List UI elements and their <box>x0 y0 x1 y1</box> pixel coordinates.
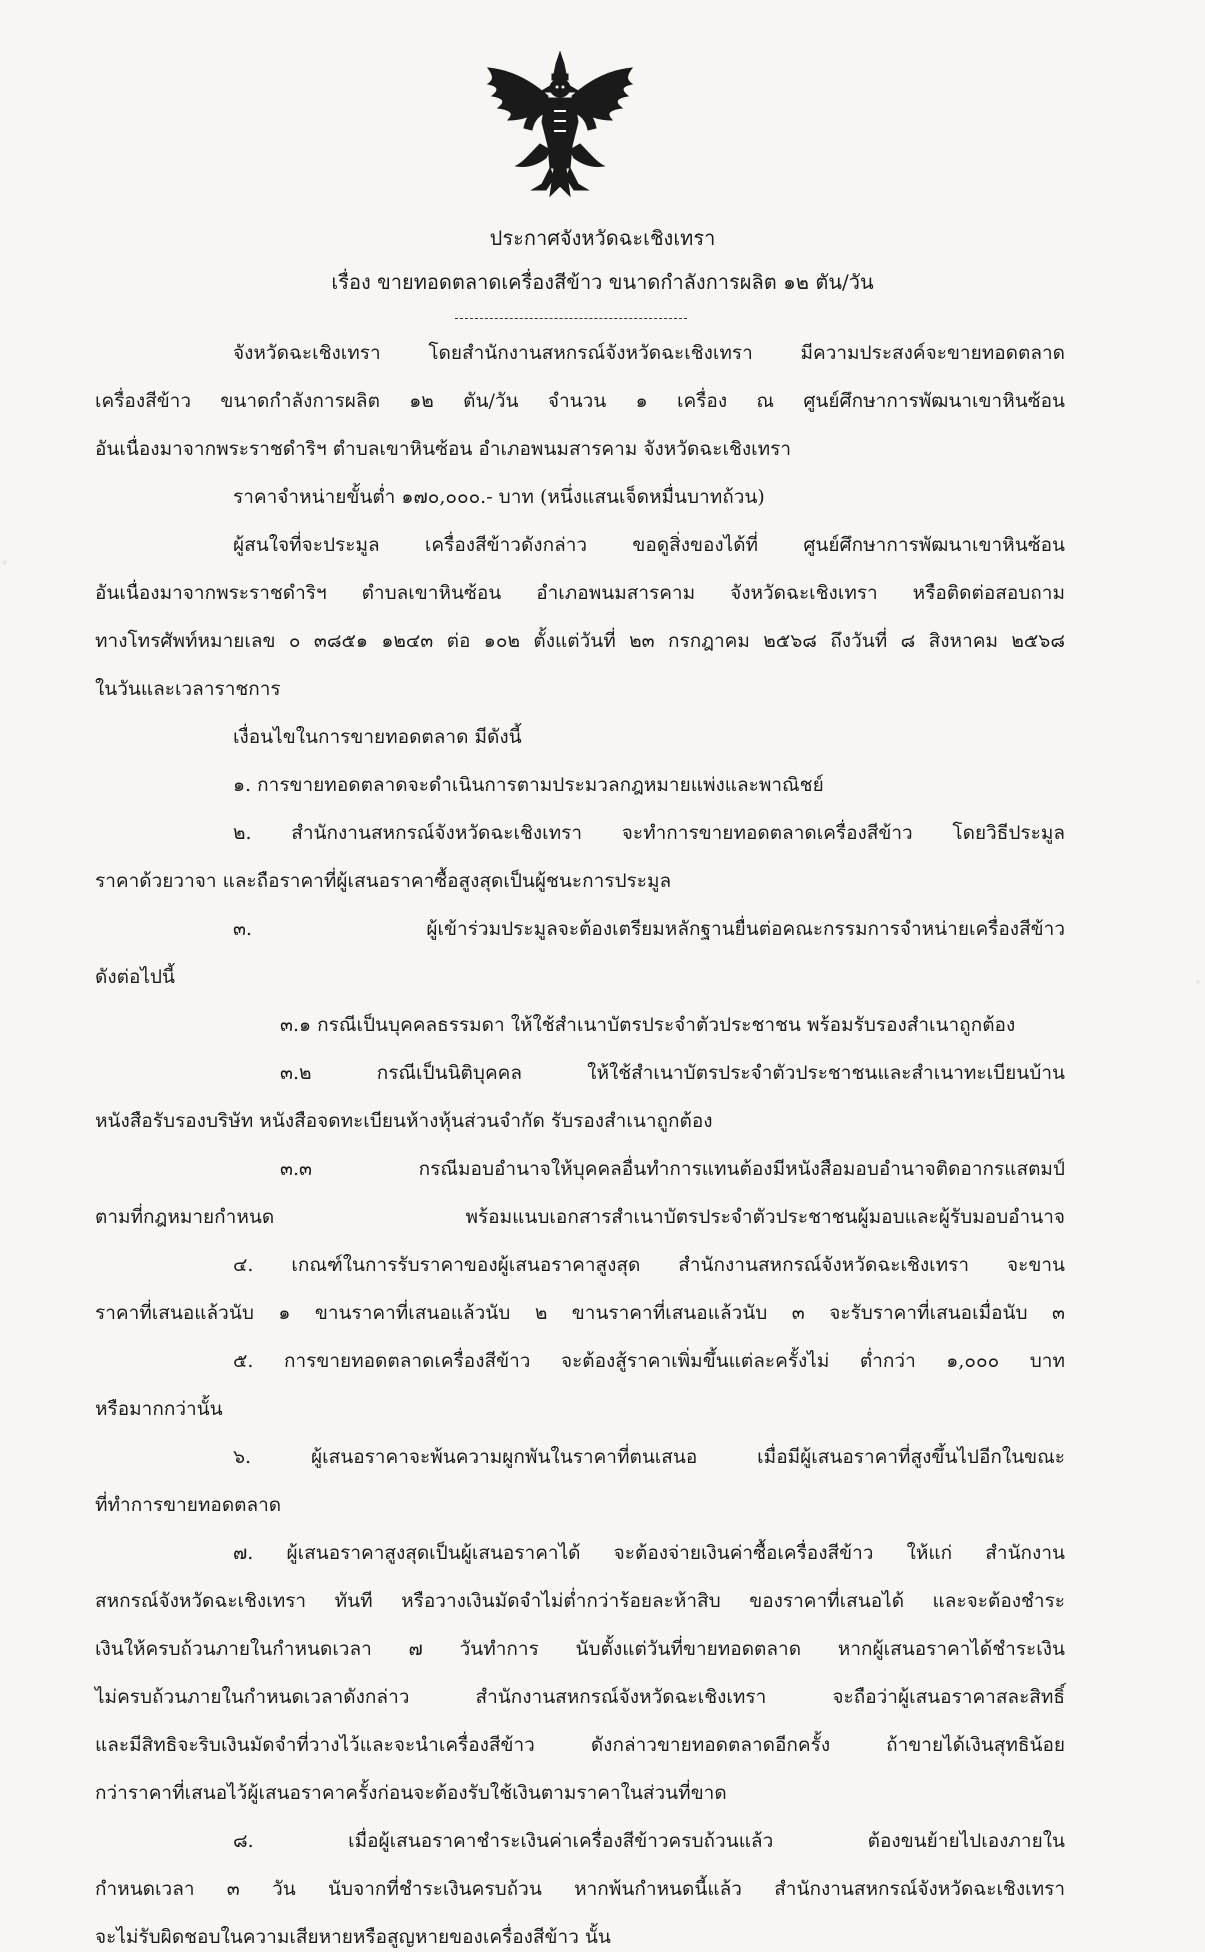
condition-3-1: ๓.๑ กรณีเป็นบุคคลธรรมดา ให้ใช้สำเนาบัตรประจำตัวประชาชน พร้อมรับรองสำเนาถูกต้อง <box>280 1014 1016 1036</box>
condition-4: ๔. เกณฑ์ในการรับราคาของผู้เสนอราคาสูงสุด สำนักงานสหกรณ์จังหวัดฉะเชิงเทรา จะขาน <box>233 1254 1065 1276</box>
condition-4-cont: ราคาที่เสนอแล้วนับ ๑ ขานราคาที่เสนอแล้วนับ ๒ ขานราคาที่เสนอแล้วนับ ๓ จะรับราคาที่เสนอเมื่อนับ ๓ <box>95 1302 1065 1324</box>
condition-7-cont: สหกรณ์จังหวัดฉะเชิงเทรา ทันที หรือวางเงินมัดจำไม่ต่ำกว่าร้อยละห้าสิบ ของราคาที่เสนอได้ และจะต้องชำระ <box>95 1590 1065 1612</box>
condition-8: ๘. เมื่อผู้เสนอราคาชำระเงินค่าเครื่องสีข้าวครบถ้วนแล้ว ต้องขนย้ายไปเองภายใน <box>233 1830 1065 1852</box>
condition-2-cont: ราคาด้วยวาจา และถือราคาที่ผู้เสนอราคาซื้อสูงสุดเป็นผู้ชนะการประมูล <box>95 870 672 892</box>
condition-8-cont: จะไม่รับผิดชอบในความเสียหายหรือสูญหายของเครื่องสีข้าว นั้น <box>95 1926 611 1948</box>
scan-speck <box>1196 980 1200 984</box>
condition-5: ๕. การขายทอดตลาดเครื่องสีข้าว จะต้องสู้ราคาเพิ่มขึ้นแต่ละครั้งไม่ ต่ำกว่า ๑,๐๐๐ บาท <box>233 1350 1065 1372</box>
paragraph-line: อันเนื่องมาจากพระราชดำริฯ ตำบลเขาหินซ้อน อำเภอพนมสารคาม จังหวัดฉะเชิงเทรา หรือติดต่อสอบถาม <box>95 582 1065 604</box>
garuda-emblem-icon <box>480 50 640 200</box>
condition-3-3-cont: ตามที่กฎหมายกำหนด พร้อมแนบเอกสารสำเนาบัตรประจำตัวประชาชนผู้มอบและผู้รับมอบอำนาจ <box>95 1206 1065 1228</box>
condition-3-cont: ดังต่อไปนี้ <box>95 966 175 988</box>
condition-6: ๖. ผู้เสนอราคาจะพ้นความผูกพันในราคาที่ตนเสนอ เมื่อมีผู้เสนอราคาที่สูงขึ้นไปอีกในขณะ <box>233 1446 1065 1468</box>
condition-3: ๓. ผู้เข้าร่วมประมูลจะต้องเตรียมหลักฐานยื่นต่อคณะกรรมการจำหน่ายเครื่องสีข้าว <box>233 918 1065 940</box>
announcement-title: ประกาศจังหวัดฉะเชิงเทรา <box>489 226 716 250</box>
condition-7: ๗. ผู้เสนอราคาสูงสุดเป็นผู้เสนอราคาได้ จะต้องจ่ายเงินค่าซื้อเครื่องสีข้าว ให้แก่ สำนักงาน <box>233 1542 1065 1564</box>
paragraph-line: จังหวัดฉะเชิงเทรา โดยสำนักงานสหกรณ์จังหวัดฉะเชิงเทรา มีความประสงค์จะขายทอดตลาด <box>233 342 1065 364</box>
paragraph-line: เครื่องสีข้าว ขนาดกำลังการผลิต ๑๒ ตัน/วัน จำนวน ๑ เครื่อง ณ ศูนย์ศึกษาการพัฒนาเขาหินซ้อน <box>95 390 1065 412</box>
condition-7-cont: กว่าราคาที่เสนอไว้ผู้เสนอราคาครั้งก่อนจะต้องรับใช้เงินตามราคาในส่วนที่ขาด <box>95 1782 727 1804</box>
condition-6-cont: ที่ทำการขายทอดตลาด <box>95 1494 282 1516</box>
condition-2: ๒. สำนักงานสหกรณ์จังหวัดฉะเชิงเทรา จะทำการขายทอดตลาดเครื่องสีข้าว โดยวิธีประมูล <box>233 822 1065 844</box>
price-line: ราคาจำหน่ายขั้นต่ำ ๑๗๐,๐๐๐.- บาท (หนึ่งแสนเจ็ดหมื่นบาทถ้วน) <box>233 486 765 508</box>
paragraph-line: ในวันและเวลาราชการ <box>95 678 281 700</box>
title-divider <box>455 318 687 319</box>
condition-3-3: ๓.๓ กรณีมอบอำนาจให้บุคคลอื่นทำการแทนต้องมีหนังสือมอบอำนาจติดอากรแสตมป์ <box>280 1158 1065 1180</box>
paragraph-line: อันเนื่องมาจากพระราชดำริฯ ตำบลเขาหินซ้อน อำเภอพนมสารคาม จังหวัดฉะเชิงเทรา <box>95 438 792 460</box>
condition-1: ๑. การขายทอดตลาดจะดำเนินการตามประมวลกฎหมายแพ่งและพาณิชย์ <box>233 774 824 796</box>
condition-3-2-cont: หนังสือรับรองบริษัท หนังสือจดทะเบียนห้างหุ้นส่วนจำกัด รับรองสำเนาถูกต้อง <box>95 1110 713 1132</box>
scan-speck <box>2 560 7 565</box>
condition-5-cont: หรือมากกว่านั้น <box>95 1398 223 1420</box>
condition-3-2: ๓.๒ กรณีเป็นนิติบุคคล ให้ใช้สำเนาบัตรประจำตัวประชาชนและสำเนาทะเบียนบ้าน <box>280 1062 1065 1084</box>
paragraph-line: ทางโทรศัพท์หมายเลข ๐ ๓๘๕๑ ๑๒๔๓ ต่อ ๑๐๒ ตั้งแต่วันที่ ๒๓ กรกฎาคม ๒๕๖๘ ถึงวันที่ ๘ สิงหาคม ๒๕๖๘ <box>95 630 1065 652</box>
condition-7-cont: ไม่ครบถ้วนภายในกำหนดเวลาดังกล่าว สำนักงานสหกรณ์จังหวัดฉะเชิงเทรา จะถือว่าผู้เสนอราคาสละสิทธิ์ <box>95 1686 1065 1708</box>
paragraph-line: ผู้สนใจที่จะประมูล เครื่องสีข้าวดังกล่าว ขอดูสิ่งของได้ที่ ศูนย์ศึกษาการพัฒนาเขาหินซ้อน <box>233 534 1065 556</box>
conditions-heading: เงื่อนไขในการขายทอดตลาด มีดังนี้ <box>233 726 522 748</box>
condition-7-cont: และมีสิทธิจะริบเงินมัดจำที่วางไว้และจะนำเครื่องสีข้าว ดังกล่าวขายทอดตลาดอีกครั้ง ถ้าขายได้เงินสุทธิน้อย <box>95 1734 1065 1756</box>
announcement-subject: เรื่อง ขายทอดตลาดเครื่องสีข้าว ขนาดกำลังการผลิต ๑๒ ตัน/วัน <box>331 270 874 294</box>
condition-8-cont: กำหนดเวลา ๓ วัน นับจากที่ชำระเงินครบถ้วน หากพ้นกำหนดนี้แล้ว สำนักงานสหกรณ์จังหวัดฉะเชิงเทรา <box>95 1878 1065 1900</box>
condition-7-cont: เงินให้ครบถ้วนภายในกำหนดเวลา ๗ วันทำการ นับตั้งแต่วันที่ขายทอดตลาด หากผู้เสนอราคาได้ชำระเงิน <box>95 1638 1065 1660</box>
